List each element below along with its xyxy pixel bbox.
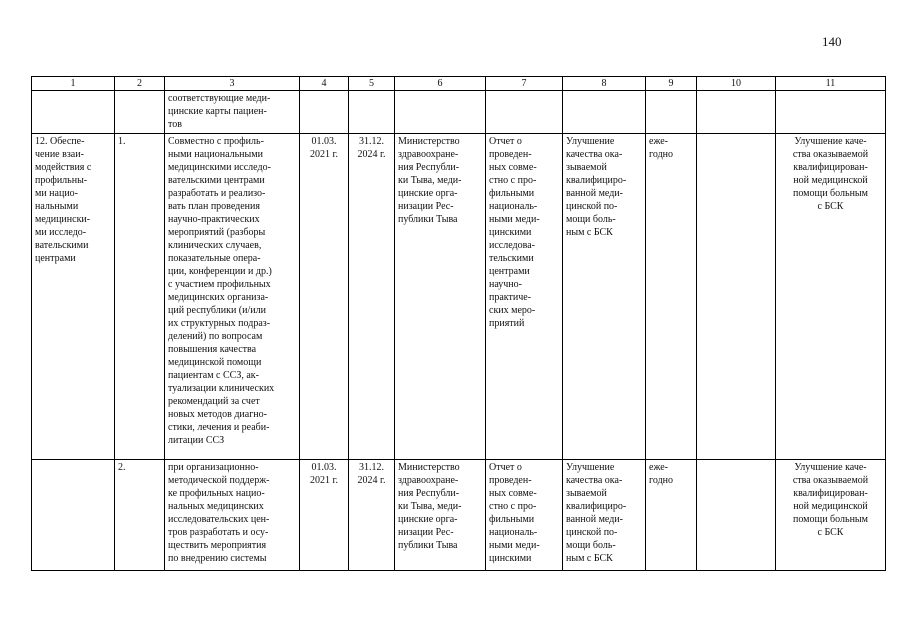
responsible-cell: Министерство здравоохране- ния Республи- ки Тыва, меди- цинские орга- низации Рес- публики Тыва: [395, 134, 486, 460]
col10-cell: [697, 134, 776, 460]
header-cell: 5: [349, 77, 395, 91]
header-cell: 6: [395, 77, 486, 91]
header-cell: 7: [486, 77, 563, 91]
col10-cell: [697, 91, 776, 134]
effect-cell: [776, 91, 886, 134]
header-cell: 9: [646, 77, 697, 91]
number-cell: [115, 91, 165, 134]
result-cell: [486, 91, 563, 134]
header-cell: 4: [300, 77, 349, 91]
effect-cell: Улучшение каче- ства оказываемой квалифицирован- ной медицинской помощи больным с БСК: [776, 134, 886, 460]
header-cell: 2: [115, 77, 165, 91]
number-cell: 2.: [115, 460, 165, 571]
measure-cell: соответствующие меди- цинские карты пациен- тов: [165, 91, 300, 134]
indicator-cell: Улучшение качества ока- зываемой квалифициро- ванной меди- цинской по- мощи боль- ным с БСК: [563, 460, 646, 571]
task-cell: [32, 460, 115, 571]
table-row: [32, 91, 886, 134]
task-cell: [32, 91, 115, 134]
end-date-cell: 31.12. 2024 г.: [349, 460, 395, 571]
header-cell: 11: [776, 77, 886, 91]
responsible-cell: Министерство здравоохране- ния Республи- ки Тыва, меди- цинские орга- низации Рес- публики Тыва: [395, 460, 486, 571]
end-date-cell: 31.12. 2024 г.: [349, 134, 395, 460]
frequency-cell: еже- годно: [646, 460, 697, 571]
measures-table: [31, 76, 886, 571]
col10-cell: [697, 460, 776, 571]
header-cell: 1: [32, 77, 115, 91]
measure-cell: при организационно- методической поддерж- ке профильных нацио- нальных медицинских исследовательских цен- тров разработать и осу- ществить мероприятия по внедрению системы: [165, 460, 300, 571]
frequency-cell: еже- годно: [646, 134, 697, 460]
number-cell: 1.: [115, 134, 165, 460]
indicator-cell: [563, 91, 646, 134]
frequency-cell: [646, 91, 697, 134]
result-cell: Отчет о проведен- ных совме- стно с про- фильными националь- ными меди- цинскими исследова- тельскими центрами научно- практиче- ских меро- приятий: [486, 134, 563, 460]
responsible-cell: [395, 91, 486, 134]
header-cell: 10: [697, 77, 776, 91]
start-date-cell: 01.03. 2021 г.: [300, 134, 349, 460]
result-cell: Отчет о проведен- ных совме- стно с про- фильными националь- ными меди- цинскими: [486, 460, 563, 571]
table-row: [32, 134, 886, 460]
header-row: [32, 77, 886, 91]
header-cell: 3: [165, 77, 300, 91]
indicator-cell: Улучшение качества ока- зываемой квалифициро- ванной меди- цинской по- мощи боль- ным с БСК: [563, 134, 646, 460]
table-row: [32, 460, 886, 571]
task-cell: 12. Обеспе- чение взаи- модействия с профильны- ми нацио- нальными медицински- ми исследо- вательскими центрами: [32, 134, 115, 460]
start-date-cell: 01.03. 2021 г.: [300, 460, 349, 571]
effect-cell: Улучшение каче- ства оказываемой квалифицирован- ной медицинской помощи больным с БСК: [776, 460, 886, 571]
end-date-cell: [349, 91, 395, 134]
measure-cell: Совместно с профиль- ными национальными медицинскими исследо- вательскими центрами разработать и реализо- вать план проведения научно-практических мероприятий (разборы клинических случаев, показательные опера- ции, конференции и др.) с участием профильных медицинских организа- ций республики (и/или их структурных подраз- делений) по вопросам повышения качества медицинской помощи пациентам с ССЗ, ак- туализации клинических рекомендаций за счет новых методов диагно- стики, лечения и реаби- литации ССЗ: [165, 134, 300, 460]
header-cell: 8: [563, 77, 646, 91]
page-number: 140: [822, 34, 842, 49]
start-date-cell: [300, 91, 349, 134]
